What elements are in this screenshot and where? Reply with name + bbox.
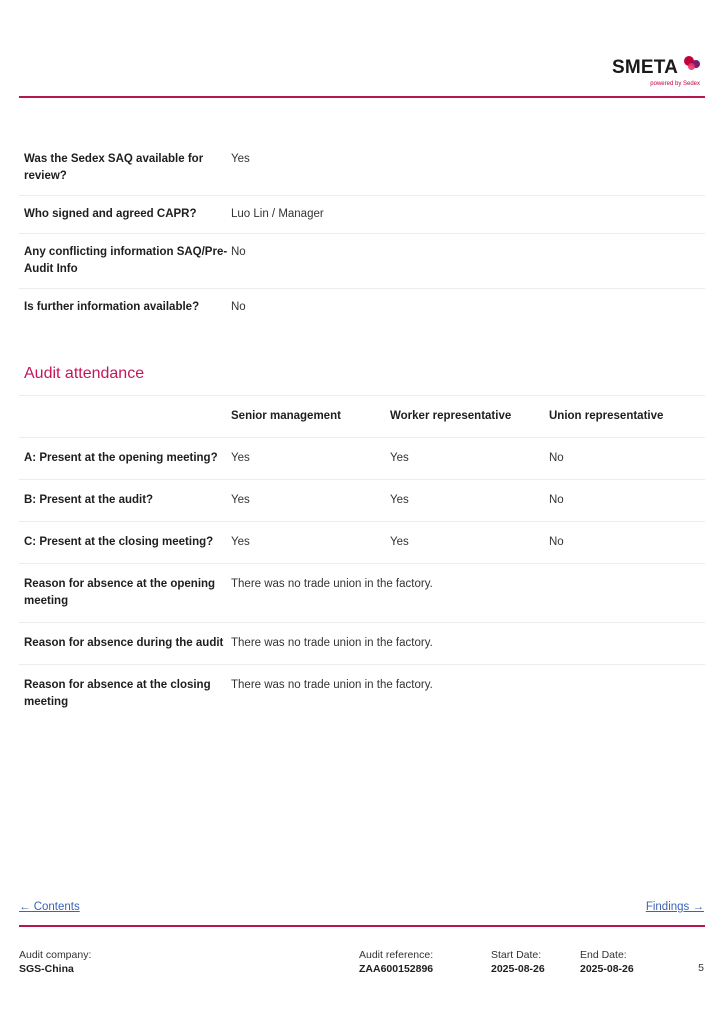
smeta-logo xyxy=(612,54,702,90)
row-label: A: Present at the opening meeting? xyxy=(24,452,218,464)
absence-reason-row xyxy=(19,564,705,623)
cell-senior: Yes xyxy=(231,536,250,548)
absence-reason-row xyxy=(19,665,705,723)
reason-text: There was no trade union in the factory. xyxy=(231,637,433,649)
cell-union: No xyxy=(549,494,564,506)
cell-senior: Yes xyxy=(231,452,250,464)
row-label: B: Present at the audit? xyxy=(24,494,154,506)
footer-value: 2025-08-26 xyxy=(580,963,634,975)
cell-union: No xyxy=(549,536,564,548)
info-question: Is further information available? xyxy=(24,301,200,313)
attendance-table xyxy=(19,395,705,723)
footer-start-date xyxy=(491,948,545,976)
info-row xyxy=(19,234,705,289)
header-cell xyxy=(24,408,231,425)
info-row xyxy=(19,289,705,326)
header-divider xyxy=(19,96,705,98)
cell-union: No xyxy=(549,452,564,464)
info-answer: Luo Lin / Manager xyxy=(231,208,324,220)
info-row xyxy=(19,196,705,234)
attendance-row xyxy=(19,438,705,480)
info-row xyxy=(19,141,705,196)
header-cell-senior: Senior management xyxy=(231,410,341,422)
footer-audit-reference xyxy=(359,948,433,976)
footer-value: SGS-China xyxy=(19,963,74,975)
header-cell-worker: Worker representative xyxy=(390,410,512,422)
page-number: 5 xyxy=(698,962,704,974)
reason-text: There was no trade union in the factory. xyxy=(231,679,433,691)
info-question: Was the Sedex SAQ available for review? xyxy=(24,153,204,182)
reason-label: Reason for absence at the opening meeting xyxy=(24,578,216,607)
audit-info-table xyxy=(19,141,705,326)
cell-senior: Yes xyxy=(231,494,250,506)
footer-value: ZAA600152896 xyxy=(359,963,434,975)
cell-worker: Yes xyxy=(390,494,409,506)
info-answer: No xyxy=(231,246,246,258)
header-cell-union: Union representative xyxy=(549,410,664,422)
info-answer: Yes xyxy=(231,153,250,165)
row-label: C: Present at the closing meeting? xyxy=(24,536,214,548)
reason-label: Reason for absence during the audit xyxy=(24,637,224,649)
attendance-row xyxy=(19,480,705,522)
cell-worker: Yes xyxy=(390,452,409,464)
section-title-audit-attendance: Audit attendance xyxy=(24,365,145,382)
reason-label: Reason for absence at the closing meeting xyxy=(24,679,211,708)
absence-reason-row xyxy=(19,623,705,665)
footer-label: Audit company: xyxy=(19,949,92,961)
footer-value: 2025-08-26 xyxy=(491,963,545,975)
logo-tagline: powered by Sedex xyxy=(650,81,700,87)
contents-link[interactable]: ← Contents xyxy=(19,901,80,913)
logo-dots-icon xyxy=(682,54,704,72)
info-question: Who signed and agreed CAPR? xyxy=(24,208,197,220)
attendance-row xyxy=(19,522,705,564)
reason-text: There was no trade union in the factory. xyxy=(231,578,433,590)
info-answer: No xyxy=(231,301,246,313)
attendance-header-row xyxy=(19,396,705,438)
footer-label: Start Date: xyxy=(491,949,542,961)
info-question: Any conflicting information SAQ/Pre-Audit Info xyxy=(24,246,228,275)
footer-audit-company xyxy=(19,948,91,976)
footer-end-date xyxy=(580,948,634,976)
footer-label: Audit reference: xyxy=(359,949,434,961)
cell-worker: Yes xyxy=(390,536,409,548)
findings-link[interactable]: Findings → xyxy=(645,901,704,913)
footer-divider xyxy=(19,925,705,927)
logo-wordmark: SMETA xyxy=(612,57,679,78)
footer-label: End Date: xyxy=(580,949,627,961)
